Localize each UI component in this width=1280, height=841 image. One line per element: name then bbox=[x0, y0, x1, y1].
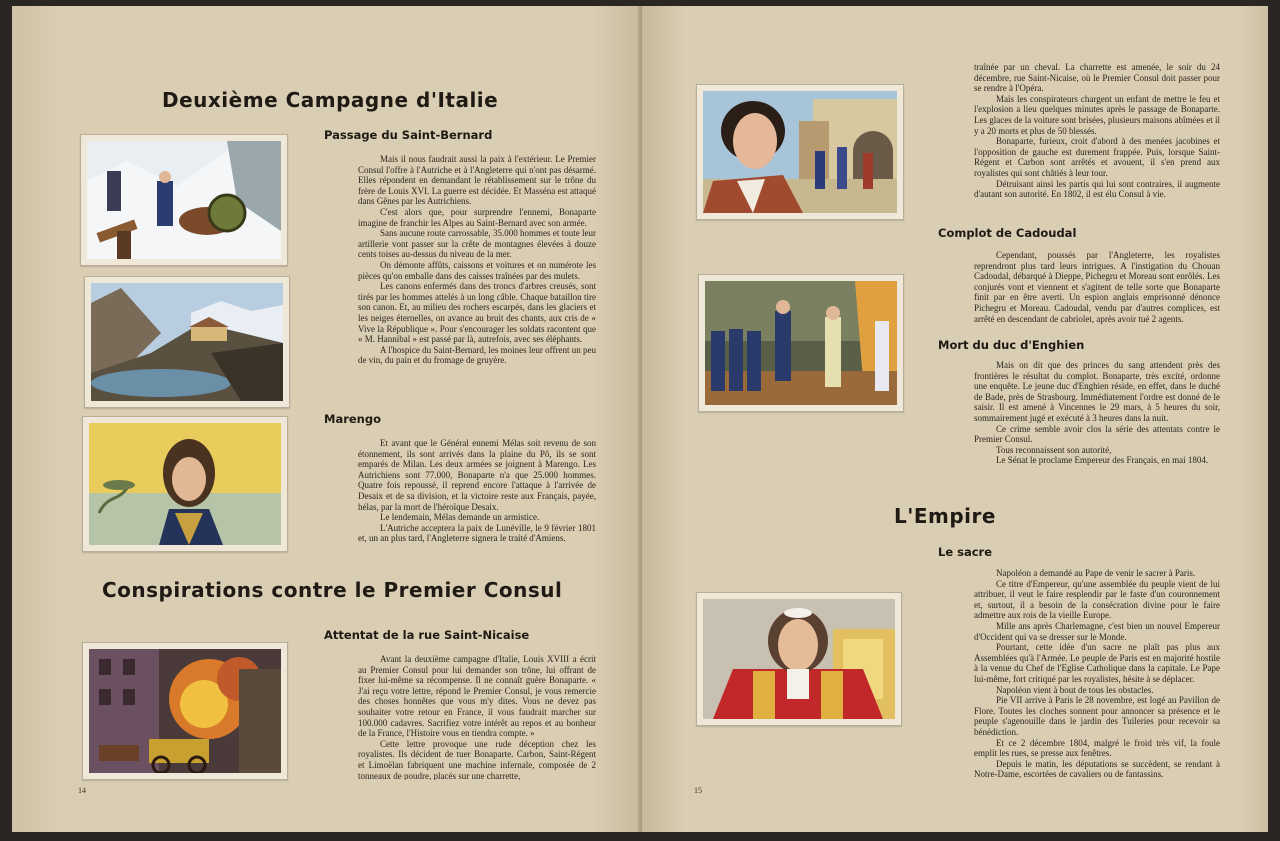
section-title-bernard: Passage du Saint-Bernard bbox=[324, 128, 493, 142]
section-title-enghien: Mort du duc d'Enghien bbox=[938, 338, 1085, 352]
text-cadoudal bbox=[974, 250, 1220, 330]
paragraph: Napoléon vient à bout de tous les obstacles. bbox=[996, 684, 1154, 695]
paragraph: Tous reconnaissent son autorité, bbox=[996, 444, 1112, 455]
paragraph: Mais il nous faudrait aussi la paix à l'extérieur. Le Premier Consul l'offre à l'Autriche et à l'Angleterre qui n'ont pas désarmé. Elles répondent en demandant le rétablissement sur le trône du frère de Louis XVI. La guerre est décidée. Et Masséna est attaqué dans Gênes par les Autrichiens. bbox=[358, 154, 596, 207]
text-marengo bbox=[358, 438, 596, 560]
text-bernard bbox=[358, 154, 596, 400]
paragraph: Le Sénat le proclame Empereur des Français, en mai 1804. bbox=[996, 455, 1209, 466]
paragraph: Cette lettre provoque une rude déception chez les royalistes. Ils décident de tuer Bonaparte. Carbon, Saint-Régent et Limoëlan fabriquent une machine infernale, composée de 2 tonneaux de poudre, placés sur une charrette, bbox=[358, 738, 596, 780]
paragraph: Avant la deuxième campagne d'Italie, Louis XVIII a écrit au Premier Consul pour lui demander son trône, lui offrant de fixer lui-même sa récompense. Il ne connaît guère Bonaparte. « J'ai reçu votre lettre, répond le Premier Consul, je vous remercie des choses honnêtes que vous m'y dites. Vous ne devez pas souhaiter votre retour en France, il vous faudrait marcher sur 100.000 cadavres. Sacrifiez votre intérêt au repos et au bonheur de la France, l'Histoire vous en tiendra compte. » bbox=[358, 654, 596, 739]
chapter-title-italie: Deuxième Campagne d'Italie bbox=[162, 88, 499, 112]
young-man-portrait-card[interactable] bbox=[696, 84, 904, 220]
paragraph: Ce crime semble avoir clos la série des attentats contre le Premier Consul. bbox=[974, 423, 1220, 445]
paragraph: Pie VII arrive à Paris le 28 novembre, est logé au Pavillon de Flore. Toutes les cloches sonnent pour annoncer sa présence et le peuple s'agenouille dans le jardin des Tuileries pour recevoir sa bénédiction. bbox=[974, 695, 1220, 737]
pope-portrait-card[interactable] bbox=[696, 592, 902, 726]
paragraph: Depuis le matin, les députations se succèdent, se rendant à Notre-Dame, escortées de cavaliers ou de fantassins. bbox=[974, 758, 1220, 780]
mountain-hospice-card[interactable] bbox=[84, 276, 290, 408]
paragraph: Mais on dit que des princes du sang attendent près des frontières le résultat du complot. Bonaparte, très excité, ordonne une enquête. Le jeune duc d'Enghien réside, en effet, dans le duché de Bade, près de Strasbourg. Immédiatement l'ordre est donné de le saisir. Il est amené à Vincennes le 29 mars, à 5 heures du soir, sommairement jugé et exécuté à 3 heures dans la nuit. bbox=[974, 360, 1220, 423]
chapter-title-empire: L'Empire bbox=[894, 504, 996, 528]
paragraph: Mille ans après Charlemagne, c'est bien un nouvel Empereur d'Occident qui va se dresser sur le Monde. bbox=[974, 620, 1220, 642]
text-sacre bbox=[974, 568, 1220, 782]
paragraph: C'est alors que, pour surprendre l'ennemi, Bonaparte imagine de franchir les Alpes au Saint-Bernard avec son armée. bbox=[358, 206, 596, 228]
paragraph: Pourtant, cette idée d'un sacre ne plaît pas plus aux Assemblées qu'à l'Armée. Le peuple de Paris est en majorité hostile à la venue du Chef de l'Eglise Catholique dans la capitale. Le Pape lui-même, fort critiqué par les royalistes, hésite à se déplacer. bbox=[974, 642, 1220, 684]
paragraph: Mais les conspirateurs chargent un enfant de mettre le feu et l'explosion a lieu quelques minutes après le passage de Bonaparte. Les glaces de la voiture sont brisées, plusieurs maisons abîmées et il y a 20 morts et plus de 50 blessés. bbox=[974, 93, 1220, 136]
desaix-portrait-card[interactable] bbox=[82, 416, 288, 552]
section-title-sacre: Le sacre bbox=[938, 545, 993, 559]
section-title-cadoudal: Complot de Cadoudal bbox=[938, 226, 1077, 240]
section-title-marengo: Marengo bbox=[324, 412, 381, 426]
paragraph: Cependant, poussés par l'Angleterre, les royalistes reprendront plus tard leurs intrigues. A l'instigation du Chouan Cadoudal, débarqué à Dieppe, Pichegru et Moreau sont enrôlés. Les conjurés vont et viennent et s'agitent de telle sorte que Bonaparte finit par en être averti. Un espion anglais emprisonné dénonce Pichegru et Moreau. Cadoudal, vendu par d'autres complices, est arrêté en descendant de cabriolet, après avoir tué 2 agents. bbox=[974, 250, 1220, 324]
paragraph: Et ce 2 décembre 1804, malgré le froid très vif, la foule emplit les rues, se presse aux fenêtres. bbox=[974, 737, 1220, 759]
paragraph: A l'hospice du Saint-Bernard, les moines leur offrent un peu de vin, du pain et du fromage de gruyère. bbox=[358, 344, 596, 366]
paragraph: Le lendemain, Mélas demande un armistice. bbox=[380, 512, 540, 523]
explosion-street-card[interactable] bbox=[82, 642, 288, 780]
paragraph: Ce titre d'Empereur, qu'une assemblée du peuple vient de lui attribuer, il veut le faire resplendir par le faste d'un couronnement et, surtout, il a besoin de la consécration divine pour le faire admettre aux rois de la vieille Europe. bbox=[974, 578, 1220, 621]
paragraph: Détruisant ainsi les partis qui lui sont contraires, il augmente d'autant son autorité. En 1802, il est élu Consul à vie. bbox=[974, 178, 1220, 200]
text-enghien bbox=[974, 360, 1220, 480]
right-page bbox=[642, 6, 1268, 832]
section-title-nicaise: Attentat de la rue Saint-Nicaise bbox=[324, 628, 530, 642]
execution-scene-card[interactable] bbox=[698, 274, 904, 412]
page-number-left: 14 bbox=[78, 786, 86, 795]
left-page bbox=[12, 6, 642, 832]
paragraph: On démonte affûts, caissons et voitures et on numérote les pièces qu'on emballe dans des caisses traînées par des mulets. bbox=[358, 259, 596, 281]
paragraph: Bonaparte, furieux, croit d'abord à des menées jacobines et l'opposition de gauche est durement frappée. Puis, lorsque Saint-Régent et Carbon sont arrêtés et avouent, il s'en prend aux royalistes qui sont châtiés à leur tour. bbox=[974, 136, 1220, 178]
paragraph: Sans aucune route carrossable, 35.000 hommes et toute leur artillerie vont passer sur la crête de montagnes élevées à douze cents toises au-dessus du niveau de la mer. bbox=[358, 228, 596, 260]
paragraph: Napoléon a demandé au Pape de venir le sacrer à Paris. bbox=[996, 568, 1196, 578]
paragraph: traînée par un cheval. La charrette est amenée, le soir du 24 décembre, rue Saint-Nicaise, où le Premier Consul doit passer pour se rendre à l'Opéra. bbox=[974, 62, 1220, 94]
chapter-title-conspirations: Conspirations contre le Premier Consul bbox=[102, 578, 563, 602]
paragraph: Et avant que le Général ennemi Mélas soit revenu de son étonnement, ils sont arrivés dans la plaine du Pô, ils se sont emparés de Milan. Les deux armées se joignent à Marengo. Les Autrichiens sont 77.000, Bonaparte n'a que 25.000 hommes. Quatre fois repoussé, il reprend encore l'attaque à l'arrivée de Desaix et de sa division, et la victoire reste aux Français, payée, hélas, par la mort de l'héroïque Desaix. bbox=[358, 438, 596, 512]
album-spread bbox=[12, 6, 1268, 832]
page-number-right: 15 bbox=[694, 786, 702, 795]
alpine-crossing-card[interactable] bbox=[80, 134, 288, 266]
paragraph: L'Autriche acceptera la paix de Lunéville, le 9 février 1801 et, un an plus tard, l'Angleterre signera le traité d'Amiens. bbox=[358, 522, 596, 544]
text-nicaise bbox=[358, 654, 596, 780]
text-nicaise-continuation bbox=[974, 62, 1220, 210]
paragraph: Les canons enfermés dans des troncs d'arbres creusés, sont tirés par les hommes attelés à un long câble. Chaque bataillon tire son canon. Et, au milieu des rochers escarpés, dans les glaciers et les neiges éternelles, on avance au bruit des chants, aux cris de « Vive la République ». Pour s'encourager les soldats racontent que « M. Hannibal » est passé par là, autrefois, avec ses éléphants. bbox=[358, 281, 596, 345]
